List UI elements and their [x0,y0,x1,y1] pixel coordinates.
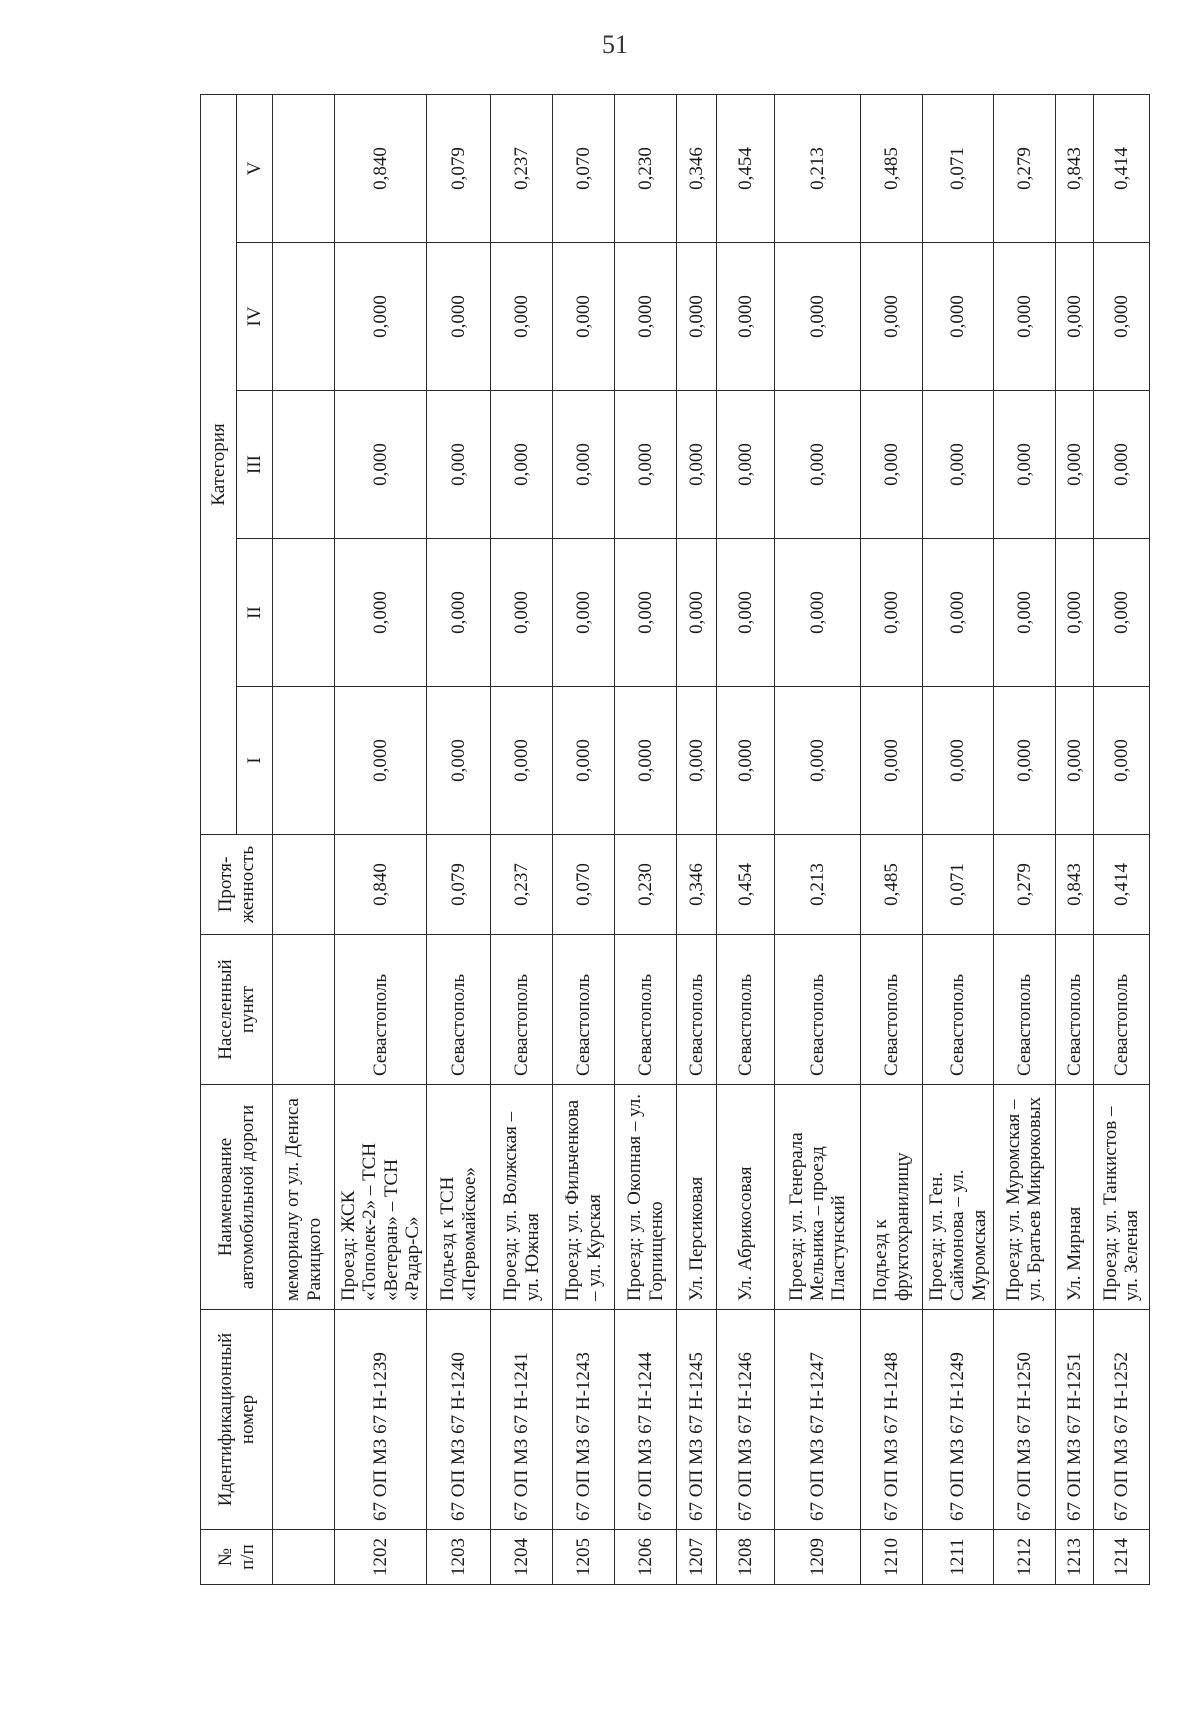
locality: Севастополь [1093,935,1149,1085]
road-length: 0,070 [553,835,615,935]
identification-number: 67 ОП МЗ 67 Н-1244 [615,1310,677,1530]
category-2-value: 0,000 [1055,539,1093,687]
category-3-value: 0,000 [861,391,923,539]
row-number: 1205 [553,1530,615,1585]
category-1-value: 0,000 [615,687,677,835]
row-number: 1204 [491,1530,553,1585]
identification-number: 67 ОП МЗ 67 Н-1239 [335,1310,427,1530]
header-category: Категория [201,94,237,834]
category-3-value: 0,000 [615,391,677,539]
locality: Севастополь [615,935,677,1085]
row-number: 1207 [677,1530,717,1585]
category-4-value: 0,000 [677,243,717,391]
category-5-value: 0,071 [923,94,994,242]
category-2-value: 0,000 [775,539,861,687]
table-row [861,94,923,1584]
table-row [923,94,994,1584]
row-number: 1212 [993,1530,1055,1585]
identification-number: 67 ОП МЗ 67 Н-1246 [717,1310,775,1530]
category-2-value: 0,000 [993,539,1055,687]
road-length: 0,230 [615,835,677,935]
category-1-value: 0,000 [553,687,615,835]
row-number: 1206 [615,1530,677,1585]
category-5-value: 0,079 [427,94,491,242]
category-4-value: 0,000 [335,243,427,391]
road-length: 0,071 [923,835,994,935]
category-5-value: 0,414 [1093,94,1149,242]
category-4-value: 0,000 [1055,243,1093,391]
header-name: Наименование автомобильной дороги [201,1085,273,1310]
row-number: 1203 [427,1530,491,1585]
table-row [615,94,677,1584]
road-length: 0,079 [427,835,491,935]
header-id: Идентификационный номер [201,1310,273,1530]
category-4-value: 0,000 [993,243,1055,391]
category-1-value: 0,000 [993,687,1055,835]
table-row [1093,94,1149,1584]
category-4-value: 0,000 [775,243,861,391]
road-length: 0,454 [717,835,775,935]
locality: Севастополь [993,935,1055,1085]
road-length: 0,843 [1055,835,1093,935]
road-name: Проезд: ул. Генерала Мельника – проезд Пластунский [775,1085,861,1310]
locality: Севастополь [553,935,615,1085]
identification-number: 67 ОП МЗ 67 Н-1245 [677,1310,717,1530]
category-2-value: 0,000 [335,539,427,687]
locality: Севастополь [717,935,775,1085]
road-name: Ул. Абрикосовая [717,1085,775,1310]
header-category-4: IV [237,243,273,391]
row-number: 1209 [775,1530,861,1585]
category-2-value: 0,000 [1093,539,1149,687]
locality: Севастополь [427,935,491,1085]
identification-number: 67 ОП МЗ 67 Н-1248 [861,1310,923,1530]
locality: Севастополь [861,935,923,1085]
category-5-value: 0,843 [1055,94,1093,242]
locality: Севастополь [491,935,553,1085]
category-1-value: 0,000 [1093,687,1149,835]
category-5-value: 0,454 [717,94,775,242]
category-4-value: 0,000 [923,243,994,391]
category-3-value: 0,000 [775,391,861,539]
category-1-value: 0,000 [677,687,717,835]
category-2-value: 0,000 [717,539,775,687]
category-4-value: 0,000 [717,243,775,391]
category-2-value: 0,000 [677,539,717,687]
category-2-value: 0,000 [553,539,615,687]
category-2-value: 0,000 [861,539,923,687]
table-row [553,94,615,1584]
road-name: Подъезд к фруктохранилищу [861,1085,923,1310]
table-row [427,94,491,1584]
category-4-value: 0,000 [615,243,677,391]
road-registry-table [200,94,1150,1585]
category-1-value: 0,000 [775,687,861,835]
road-length: 0,279 [993,835,1055,935]
locality: Севастополь [677,935,717,1085]
category-3-value: 0,000 [553,391,615,539]
row-number: 1210 [861,1530,923,1585]
road-length: 0,840 [335,835,427,935]
category-4-value: 0,000 [553,243,615,391]
category-3-value: 0,000 [923,391,994,539]
road-name: Проезд: ул. Танкистов – ул. Зеленая [1093,1085,1149,1310]
category-1-value: 0,000 [861,687,923,835]
category-5-value: 0,485 [861,94,923,242]
table-row-continuation [273,94,335,1584]
category-4-value: 0,000 [491,243,553,391]
category-4-value: 0,000 [861,243,923,391]
category-1-value: 0,000 [717,687,775,835]
road-name: Ул. Мирная [1055,1085,1093,1310]
continuation-text: мемориалу от ул. Дениса Ракицкого [273,1085,335,1310]
category-2-value: 0,000 [923,539,994,687]
table-row [993,94,1055,1584]
category-2-value: 0,000 [615,539,677,687]
road-name: Ул. Персиковая [677,1085,717,1310]
road-name: Проезд: ул. Волжская – ул. Южная [491,1085,553,1310]
header-category-1: I [237,687,273,835]
category-3-value: 0,000 [717,391,775,539]
road-length: 0,485 [861,835,923,935]
category-5-value: 0,346 [677,94,717,242]
category-1-value: 0,000 [335,687,427,835]
identification-number: 67 ОП МЗ 67 Н-1241 [491,1310,553,1530]
row-number: 1202 [335,1530,427,1585]
category-5-value: 0,213 [775,94,861,242]
identification-number: 67 ОП МЗ 67 Н-1243 [553,1310,615,1530]
category-3-value: 0,000 [993,391,1055,539]
road-name: Проезд: ЖСК «Тополек-2» – ТСН «Ветеран» – ТСН «Радар-С» [335,1085,427,1310]
header-category-3: III [237,391,273,539]
table-row [335,94,427,1584]
category-5-value: 0,840 [335,94,427,242]
road-name: Проезд: ул. Муромская – ул. Братьев Микрюковых [993,1085,1055,1310]
identification-number: 67 ОП МЗ 67 Н-1240 [427,1310,491,1530]
road-length: 0,213 [775,835,861,935]
road-name: Подъезд к ТСН «Первомайское» [427,1085,491,1310]
category-3-value: 0,000 [335,391,427,539]
page-number: 51 [602,30,628,59]
identification-number: 67 ОП МЗ 67 Н-1252 [1093,1310,1149,1530]
identification-number: 67 ОП МЗ 67 Н-1249 [923,1310,994,1530]
header-category-5: V [237,94,273,242]
row-number: 1214 [1093,1530,1149,1585]
header-no: № п/п [201,1530,273,1585]
road-name: Проезд: ул. Фильченкова – ул. Курская [553,1085,615,1310]
category-1-value: 0,000 [923,687,994,835]
category-1-value: 0,000 [491,687,553,835]
row-number: 1211 [923,1530,994,1585]
road-name: Проезд: ул. Окопная – ул. Горпищенко [615,1085,677,1310]
road-name: Проезд: ул. Ген. Саймонова – ул. Муромская [923,1085,994,1310]
road-length: 0,346 [677,835,717,935]
table-row [717,94,775,1584]
header-place: Населенный пункт [201,935,273,1085]
category-1-value: 0,000 [427,687,491,835]
header-category-2: II [237,539,273,687]
category-5-value: 0,070 [553,94,615,242]
row-number: 1213 [1055,1530,1093,1585]
category-3-value: 0,000 [677,391,717,539]
category-1-value: 0,000 [1055,687,1093,835]
category-3-value: 0,000 [1093,391,1149,539]
category-4-value: 0,000 [427,243,491,391]
category-2-value: 0,000 [491,539,553,687]
row-number: 1208 [717,1530,775,1585]
locality: Севастополь [335,935,427,1085]
table-row [677,94,717,1584]
category-2-value: 0,000 [427,539,491,687]
table-row [775,94,861,1584]
category-5-value: 0,279 [993,94,1055,242]
category-3-value: 0,000 [491,391,553,539]
identification-number: 67 ОП МЗ 67 Н-1251 [1055,1310,1093,1530]
header-length: Протя-женность [201,835,273,935]
category-5-value: 0,230 [615,94,677,242]
table-row [1055,94,1093,1584]
identification-number: 67 ОП МЗ 67 Н-1247 [775,1310,861,1530]
category-3-value: 0,000 [427,391,491,539]
locality: Севастополь [1055,935,1093,1085]
table-row [491,94,553,1584]
locality: Севастополь [923,935,994,1085]
locality: Севастополь [775,935,861,1085]
category-4-value: 0,000 [1093,243,1149,391]
road-length: 0,237 [491,835,553,935]
category-3-value: 0,000 [1055,391,1093,539]
road-length: 0,414 [1093,835,1149,935]
identification-number: 67 ОП МЗ 67 Н-1250 [993,1310,1055,1530]
rotated-table-container [200,95,1143,1585]
category-5-value: 0,237 [491,94,553,242]
